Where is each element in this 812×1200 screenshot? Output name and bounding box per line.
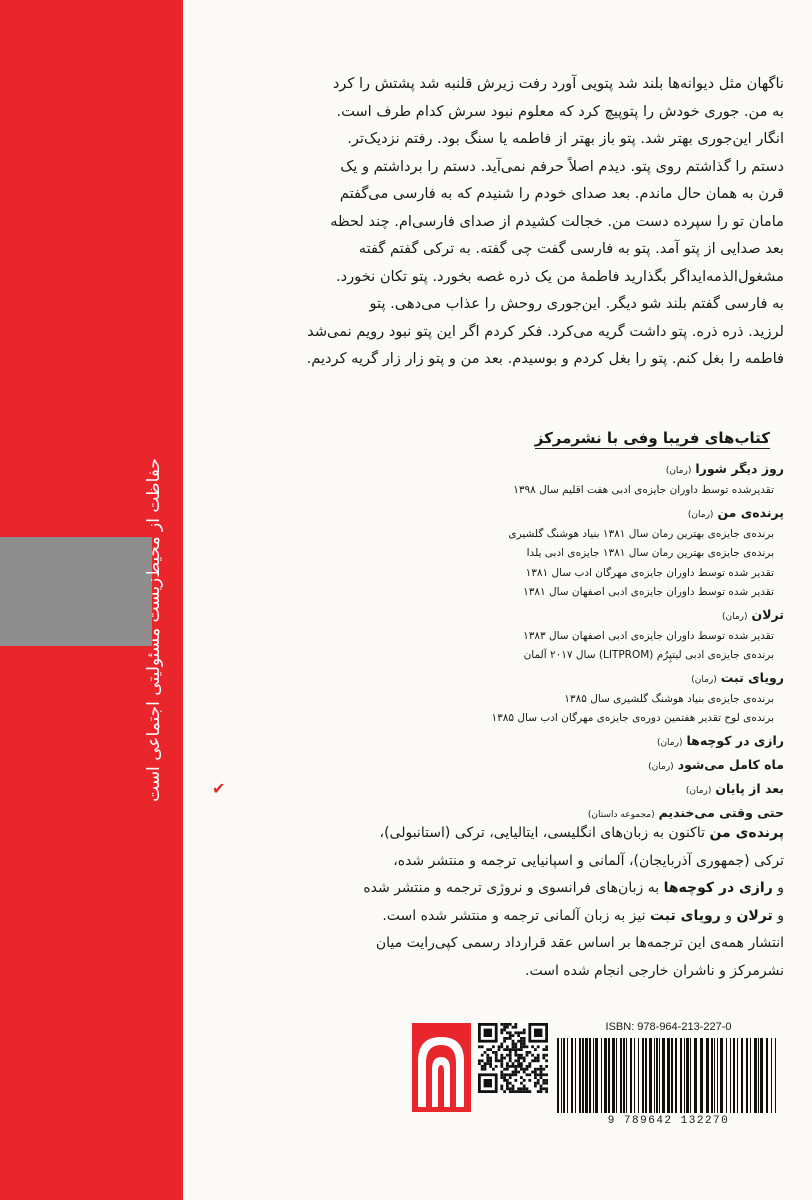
book-genre: (مجموعه داستان) [587,809,655,820]
isbn-label: ISBN: 978-964-213-227-0 [605,1021,732,1033]
book-genre: (رمان) [687,509,714,520]
excerpt-line: دستم را گذاشتم روی پتو. دیدم اصلاً حرفم نمی‌آید. دستم را برداشتم و یک [340,157,784,175]
book-title-text: روز دیگر شورا [695,461,784,476]
book-title [228,503,784,525]
book-award: تقدیر شده توسط داوران جایزه‌ی مهرگان ادب سال ۱۳۸۱ [525,566,774,579]
excerpt-line: قرن به همان حال ماندم. بعد صدای خودم را شنیدم که به فارسی می‌گفتم [339,185,784,202]
book-item [228,731,784,753]
excerpt-line: انگار این‌جوری بهتر شد. پتو باز بهتر از فاطمه یا سنگ بود. رفتم نزدیک‌تر. [347,130,784,147]
book-title [228,731,784,753]
translations-paragraph [228,820,784,985]
book-award: برنده‌ی جایزه‌ی ادبی لیتپِرُم (LITPROM) سال ۲۰۱۷ آلمان [523,649,774,661]
excerpt-line: ناگهان مثل دیوانه‌ها بلند شد پتویی آورد رفت زیرش قلنبه شد پشتش را کرد [332,75,784,92]
barcode-icon [557,1038,779,1113]
excerpt-paragraph [228,70,784,373]
book-award: برنده‌ی لوح تقدیر هفتمین دوره‌ی جایزه‌ی مهرگان ادب سال ۱۳۸۵ [491,712,774,724]
book-genre: (رمان) [665,466,692,476]
book-title-text: رویای تبت [720,669,784,685]
book-award: برنده‌ی جایزه‌ی بنیاد هوشنگ گلشیری سال ۱۳۸۵ [564,692,774,705]
book-award: تقدیرشده توسط داوران جایزه‌ی ادبی هفت اقلیم سال ۱۳۹۸ [513,484,774,496]
book-title-text: ترلان [751,606,784,622]
translation-line: نشرمرکز و ناشران خارجی انجام شده است. [525,962,784,979]
books-heading: کتاب‌های فریبا وفی با نشرمرکز [534,429,770,447]
excerpt-line: به من. جوری خودش را پتوپیچ کرد که معلوم نبود سرش کدام طرف است. [336,102,784,120]
excerpt-line: مامان تو را سپرده دست من. خجالت کشیدم از صدای فارسی‌ام. چند لحظه [330,212,784,230]
translation-line: و ترلان و رویای تبت نیز به زبان آلمانی ترجمه و منتشر شده است. [382,907,784,924]
qr-code-icon [478,1023,548,1093]
book-genre: (رمان) [685,785,712,796]
book-title-text: پرنده‌ی من [717,504,784,520]
excerpt-line: به فارسی گفتم بلند شو دیگر. این‌جوری روحش را عذاب می‌دهی. پتو [369,295,784,312]
book-title-text: رازی در کوچه‌ها [686,732,784,748]
publisher-logo-icon [412,1023,471,1112]
book-award: برنده‌ی جایزه‌ی بهترین رمان سال ۱۳۸۱ بنیاد هوشنگ گلشیری [508,527,774,540]
book-title [228,605,784,627]
gray-block [0,537,152,646]
excerpt-line: فاطمه را بغل کنم. پتو را بغل کردم و بوسیدم. بعد من و پتو زار زار گریه کردیم. [306,350,784,367]
book-award: تقدیر شده توسط داوران جایزه‌ی ادبی اصفهان سال ۱۳۸۳ [523,629,774,642]
book-item [228,459,784,501]
book-title-text: ماه کامل می‌شود [677,756,784,772]
book-item [212,778,784,801]
book-genre: (رمان) [656,737,683,748]
book-genre: (رمان) [722,611,748,622]
book-item [228,503,784,603]
book-title-text: بعد از پایان [715,780,784,796]
isbn-barcode [553,1021,784,1134]
translation-line: انتشار همه‌ی این ترجمه‌ها بر اساس عقد قرارداد رسمی کپی‌رایت میان [375,935,784,951]
book-item [228,755,784,777]
book-award: تقدیر شده توسط داوران جایزه‌ی ادبی اصفهان سال ۱۳۸۱ [523,586,774,598]
barcode-digits: 9 789642 132270 [607,1115,730,1127]
book-award: برنده‌ی جایزه‌ی بهترین رمان سال ۱۳۸۱ جایزه‌ی ادبی یلدا [526,547,774,559]
book-genre: (رمان) [648,761,674,772]
book-title [228,459,784,481]
checkmark-icon: ✔ [212,778,226,798]
book-title-text: حتی وقتی می‌خندیم [658,804,784,820]
translation-line: و رازی در کوچه‌ها به زبان‌های فرانسوی و نروژی ترجمه و منتشر شده [363,880,784,896]
book-item [228,605,784,666]
translation-line: پرنده‌ی من تاکنون به زبان‌های انگلیسی، ایتالیایی، ترکی (استانبولی)، [379,825,784,841]
book-title [228,755,784,777]
translation-line: ترکی (جمهوری آذربایجان)، آلمانی و اسپانیایی ترجمه و منتشر شده، [393,852,784,869]
excerpt-line: مشغول‌الذمه‌ایداگر بگذارید فاطمهٔ من یک ذره غصه بخورد. پتو تکان نخورد. [335,267,784,285]
book-genre: (رمان) [691,674,717,685]
book-list [212,459,784,825]
excerpt-line: بعد صدایی از پتو آمد. پتو به فارسی گفت چی گفته. به ترکی گفتم گفته [358,240,784,257]
books-section [212,428,784,827]
book-title [212,778,784,801]
excerpt-line: لرزید. ذره ذره. پتو داشت گریه می‌کرد. فکر کردم اگر این پتو نبود رویم نمی‌شد [307,322,784,340]
book-title [228,668,784,690]
book-item [228,668,784,729]
